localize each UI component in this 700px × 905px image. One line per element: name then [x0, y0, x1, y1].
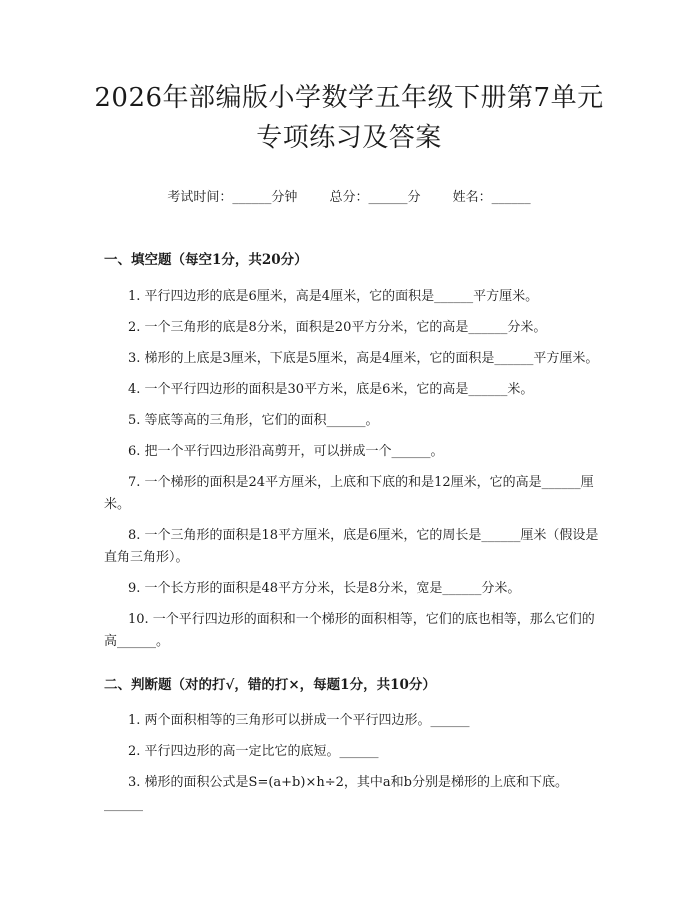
- question-item: 4. 一个平行四边形的面积是30平方米，底是6米，它的高是______米。: [128, 382, 534, 397]
- question-item: 2. 平行四边形的高一定比它的底短。______: [128, 744, 379, 759]
- section-true-false-title: 二、判断题（对的打√，错的打×，每题1分，共10分）: [104, 677, 436, 693]
- student-name-field: 姓名：______: [452, 190, 531, 205]
- fill-blank-question-list: [104, 286, 604, 653]
- question-item: 6. 把一个平行四边形沿高剪开，可以拼成一个______。: [128, 444, 444, 459]
- section-fill-blank-title: 一、填空题（每空1分，共20分）: [104, 252, 308, 268]
- exam-info: [94, 188, 604, 208]
- question-item: 2. 一个三角形的底是8分米，面积是20平方分米，它的高是______分米。: [128, 320, 547, 335]
- question-item: 7. 一个梯形的面积是24平方厘米，上底和下底的和是12厘米，它的高是______厘米。: [104, 475, 594, 512]
- document-title: [94, 78, 604, 158]
- total-score-field: 总分：______分: [329, 190, 421, 205]
- question-item: 10. 一个平行四边形的面积和一个梯形的面积相等，它们的底也相等，那么它们的高______。: [104, 612, 595, 649]
- question-item: 9. 一个长方形的面积是48平方分米，长是8分米，宽是______分米。: [128, 581, 521, 596]
- title-line-2: 专项练习及答案: [256, 123, 442, 153]
- question-item: 5. 等底等高的三角形，它们的面积______。: [128, 413, 379, 428]
- question-item: 1. 平行四边形的底是6厘米，高是4厘米，它的面积是______平方厘米。: [128, 289, 539, 304]
- exam-time-field: 考试时间：______分钟: [167, 190, 298, 205]
- question-item: 3. 梯形的面积公式是S=(a+b)×h÷2，其中a和b分别是梯形的上底和下底。______: [104, 775, 568, 812]
- title-line-1: 2026年部编版小学数学五年级下册第7单元: [94, 83, 604, 113]
- true-false-question-list: [104, 710, 604, 816]
- question-item: 8. 一个三角形的面积是18平方厘米，底是6厘米，它的周长是______厘米（假设是直角三角形）。: [104, 528, 599, 565]
- question-item: 3. 梯形的上底是3厘米，下底是5厘米，高是4厘米，它的面积是______平方厘米。: [128, 351, 599, 366]
- question-item: 1. 两个面积相等的三角形可以拼成一个平行四边形。______: [128, 713, 470, 728]
